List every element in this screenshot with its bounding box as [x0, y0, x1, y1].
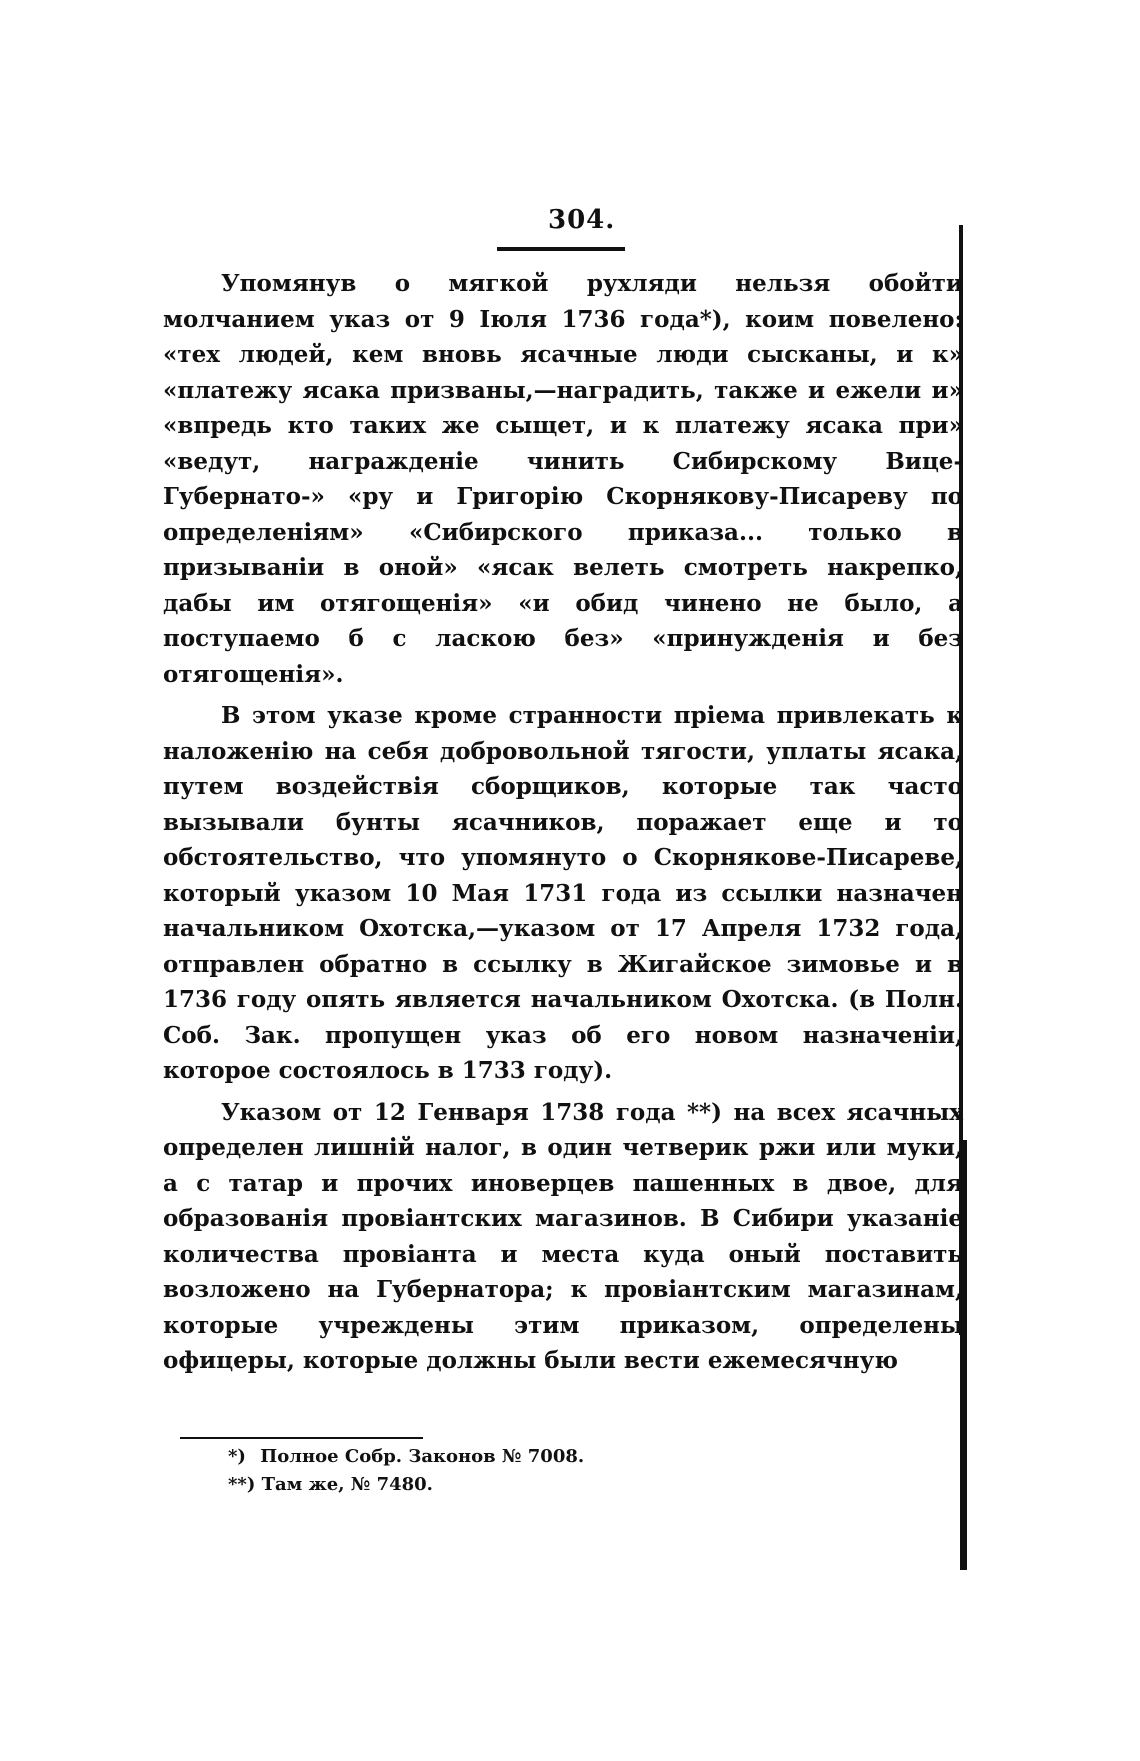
page-number-rule: [497, 247, 625, 251]
footnote-1-marker: *): [228, 1446, 246, 1467]
footnote-2-marker: **): [228, 1474, 256, 1495]
body-text: [163, 266, 963, 1379]
paragraph-1: Упомянув о мягкой рухляди нельзя обойти молчанием указ от 9 Іюля 1736 года*), коим повелено: «тех людей, кем вновь ясачные люди сысканы, и к» «платежу ясака призваны,—наградить, также и ежели и» «впредь кто таких же сыщет, и к платежу ясака при» «ведут, награжденіе чинить Сибирскому Вице-Губернато-» «ру и Григорію Скорнякову-Писареву по определеніям» «Сибирского приказа... только в призываніи в оной» «ясак велеть смотреть накрепко, дабы им отягощенія» «и обид чинено не было, а поступаемо б с ласкою без» «принужденія и без отягощенія».: [163, 270, 963, 688]
paragraph-2: В этом указе кроме странности пріема привлекать к наложенію на себя добровольной тягости, уплаты ясака, путем воздействія сборщиков, которые так часто вызывали бунты ясачников, поражает еще и то обстоятельство, что упомянуто о Скорнякове-Писареве, который указом 10 Мая 1731 года из ссылки назначен начальником Охотска,—указом от 17 Апреля 1732 года, отправлен обратно в ссылку в Жигайское зимовье и в 1736 году опять является начальником Охотска. (в Полн. Соб. Зак. пропущен указ об его новом назначеніи, которое состоялось в 1733 году).: [163, 702, 963, 1084]
footnote-1: [228, 1443, 584, 1471]
page-number: 304.: [548, 205, 616, 235]
paragraph-3: Указом от 12 Генваря 1738 года **) на всех ясачных определен лишній налог, в один четверик ржи или муки, а с татар и прочих иноверцев пашенных в двое, для образованія провіантских магазинов. В Сибири указаніе количества провіанта и места куда оный поставить возложено на Губернатора; к провіантским магазинам, которые учреждены этим приказом, определены офицеры, которые должны были вести ежемесячную: [163, 1098, 963, 1374]
footnote-1-text: Полное Собр. Законов № 7008.: [260, 1446, 585, 1467]
footnote-2-text: Там же, № 7480.: [261, 1474, 433, 1495]
footnote-rule: [180, 1437, 423, 1439]
footnote-2: [228, 1471, 584, 1499]
footnotes: [228, 1443, 584, 1499]
